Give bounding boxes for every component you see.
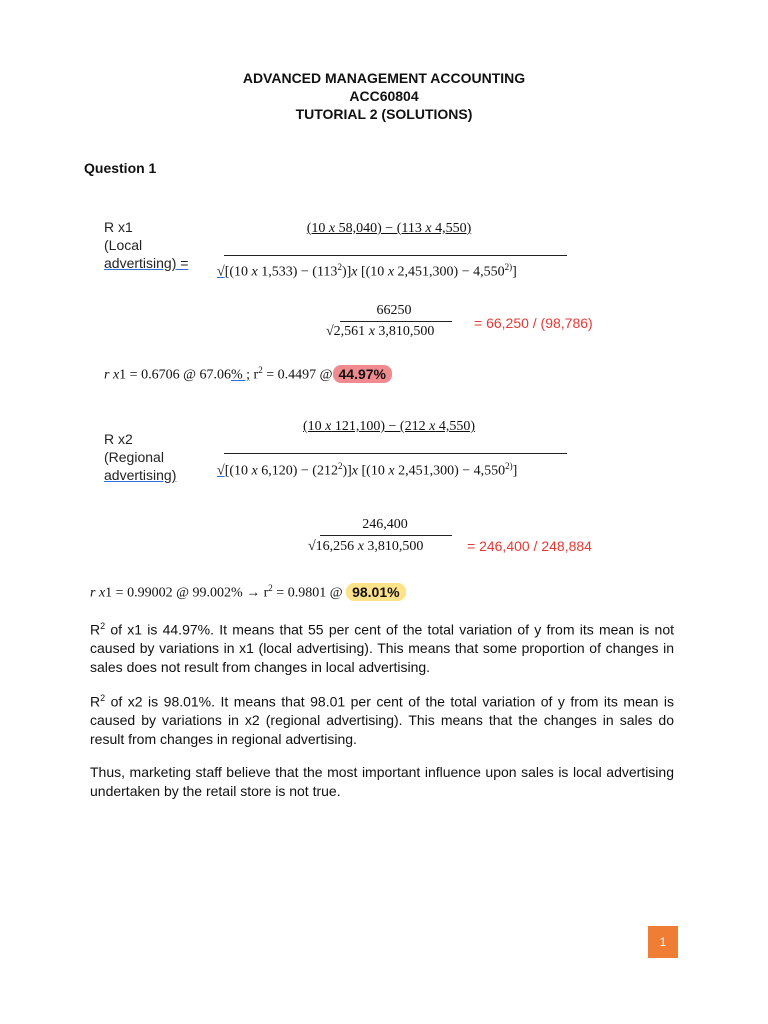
rx1-simplified-numerator: 66250 <box>376 303 412 318</box>
rx2-simplified-denominator: √16,256 x 3,810,500 <box>308 539 424 554</box>
rx1-label-line3: advertising) = <box>104 255 189 271</box>
rx2-label-line2: (Regional <box>104 449 164 465</box>
rx1-label <box>104 218 188 272</box>
rx1-denominator: √[(10 x $1,533) - (113^2)]x$ [(10 x $2,451,300) - 4,550^{2)}$] <box>217 262 517 280</box>
paragraph-conclusion: Thus, marketing staff believe that the most important influence upon sales is local advertising undertaken by the retail store is not true. <box>90 764 674 799</box>
rx2-label-line3: advertising) <box>104 467 177 483</box>
rx1-r2-highlight: 44.97% <box>333 365 392 383</box>
rx2-fraction-line <box>224 453 567 454</box>
rx2-computation-note: = 246,400 / 248,884 <box>467 538 592 554</box>
rx1-simplified-line <box>340 321 452 322</box>
paragraph-x2: $R^2$ of x2 is 98.01%. It means that 98.01 per cent of the total variation of y from its mean is caused by variations in x2 (regional advertising). This means that the changes in sales do result from changes in regional advertising. <box>90 693 674 747</box>
paragraph-x1: $R^2$ of x1 is 44.97%. It means that 55 per cent of the total variation of y from its mean is not caused by variations in x1 (local advertising). This means that some proportion of changes in sales does not result from changes in local advertising. <box>90 621 674 675</box>
rx1-computation-note: = 66,250 / (98,786) <box>474 315 593 331</box>
rx2-label-line1: R x2 <box>104 431 133 447</box>
question-heading: Question 1 <box>84 160 157 176</box>
rx1-simplified-denominator: √2,561 x 3,810,500 <box>326 324 435 339</box>
page-number-badge: 1 <box>648 926 678 958</box>
rx2-simplified-line <box>320 535 452 536</box>
rx2-result: r x1 = 0.99002 @ $99.002\% \to r^2 = 0.9801$ @ 98.01% <box>90 583 406 602</box>
rx1-fraction-line <box>224 255 567 256</box>
rx2-denominator: √[(10 x $6,120) - (212^2)]x$ [(10 x $2,451,300) - 4,550^{2)}$] <box>217 461 518 479</box>
tutorial-title: TUTORIAL 2 (SOLUTIONS) <box>295 106 473 122</box>
rx1-numerator: (10 x 58,040) − (113 x 4,550) <box>306 221 472 236</box>
course-code: ACC60804 <box>349 88 419 104</box>
rx2-r2-highlight: 98.01% <box>346 583 405 601</box>
rx2-numerator: (10 x 121,100) − (212 x 4,550) <box>302 419 475 434</box>
rx1-result: r x1 = 0.6706 @ 67.06% ; $r^2 = 0.4497$ @ 44.97% <box>104 365 392 384</box>
rx1-label-line1: R x1 <box>104 219 133 235</box>
doc-title: ADVANCED MANAGEMENT ACCOUNTING <box>242 70 526 86</box>
rx2-simplified-numerator: 246,400 <box>362 517 408 532</box>
rx2-label <box>104 430 176 484</box>
rx1-label-line2: (Local <box>104 237 143 253</box>
